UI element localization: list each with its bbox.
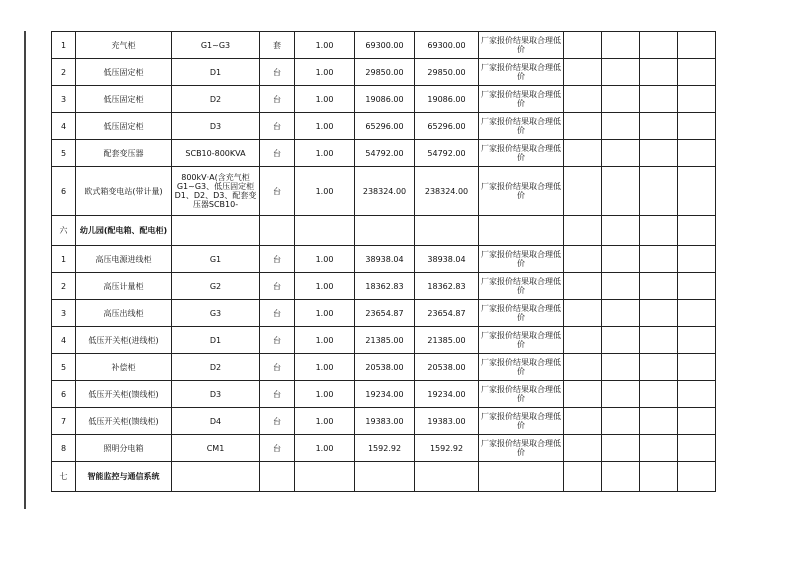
empty-cell [564, 300, 602, 327]
empty-cell [640, 327, 678, 354]
item-total: 38938.04 [415, 246, 479, 273]
empty-cell [295, 216, 355, 246]
item-total: 238324.00 [415, 167, 479, 216]
item-remark: 厂家报价结果取合理低价 [479, 408, 564, 435]
empty-cell [602, 216, 640, 246]
item-remark: 厂家报价结果取合理低价 [479, 86, 564, 113]
item-total: 19383.00 [415, 408, 479, 435]
item-total: 19086.00 [415, 86, 479, 113]
item-unit-price: 23654.87 [355, 300, 415, 327]
item-unit-price: 19086.00 [355, 86, 415, 113]
empty-cell [602, 327, 640, 354]
item-quantity: 1.00 [295, 300, 355, 327]
item-model: G1~G3 [172, 32, 260, 59]
section-title: 幼儿园(配电箱、配电柜) [76, 216, 172, 246]
item-quantity: 1.00 [295, 86, 355, 113]
item-remark: 厂家报价结果取合理低价 [479, 273, 564, 300]
empty-cell [564, 435, 602, 462]
empty-cell [564, 32, 602, 59]
item-unit-price: 65296.00 [355, 113, 415, 140]
section-row [52, 462, 716, 492]
item-model: G1 [172, 246, 260, 273]
empty-cell [564, 246, 602, 273]
item-name: 低压固定柜 [76, 86, 172, 113]
row-number: 5 [52, 140, 76, 167]
empty-cell [415, 462, 479, 492]
empty-cell [678, 300, 716, 327]
item-remark: 厂家报价结果取合理低价 [479, 435, 564, 462]
item-quantity: 1.00 [295, 354, 355, 381]
item-quantity: 1.00 [295, 435, 355, 462]
item-unit: 台 [260, 300, 295, 327]
empty-cell [640, 32, 678, 59]
item-total: 20538.00 [415, 354, 479, 381]
empty-cell [564, 113, 602, 140]
empty-cell [602, 300, 640, 327]
empty-cell [678, 327, 716, 354]
item-unit: 台 [260, 167, 295, 216]
table-row [52, 327, 716, 354]
empty-cell [678, 273, 716, 300]
item-unit: 台 [260, 113, 295, 140]
item-unit-price: 54792.00 [355, 140, 415, 167]
empty-cell [602, 167, 640, 216]
row-number: 2 [52, 273, 76, 300]
empty-cell [602, 273, 640, 300]
empty-cell [640, 86, 678, 113]
item-remark: 厂家报价结果取合理低价 [479, 327, 564, 354]
item-model: D3 [172, 381, 260, 408]
empty-cell [602, 381, 640, 408]
item-name: 充气柜 [76, 32, 172, 59]
table-row [52, 167, 716, 216]
table-row [52, 140, 716, 167]
empty-cell [602, 140, 640, 167]
row-number: 3 [52, 300, 76, 327]
empty-cell [602, 32, 640, 59]
empty-cell [678, 167, 716, 216]
item-unit-price: 19234.00 [355, 381, 415, 408]
item-unit: 台 [260, 381, 295, 408]
left-margin-line [24, 31, 26, 509]
section-row [52, 216, 716, 246]
empty-cell [602, 462, 640, 492]
item-name: 低压开关柜(进线柜) [76, 327, 172, 354]
empty-cell [564, 327, 602, 354]
empty-cell [295, 462, 355, 492]
item-remark: 厂家报价结果取合理低价 [479, 354, 564, 381]
item-unit-price: 29850.00 [355, 59, 415, 86]
table-row [52, 86, 716, 113]
item-quantity: 1.00 [295, 327, 355, 354]
table-row [52, 59, 716, 86]
empty-cell [678, 381, 716, 408]
item-quantity: 1.00 [295, 113, 355, 140]
empty-cell [602, 408, 640, 435]
item-remark: 厂家报价结果取合理低价 [479, 59, 564, 86]
empty-cell [564, 86, 602, 113]
item-unit: 台 [260, 246, 295, 273]
empty-cell [415, 216, 479, 246]
section-number: 七 [52, 462, 76, 492]
item-quantity: 1.00 [295, 408, 355, 435]
empty-cell [355, 216, 415, 246]
empty-cell [602, 113, 640, 140]
item-total: 29850.00 [415, 59, 479, 86]
empty-cell [678, 59, 716, 86]
item-remark: 厂家报价结果取合理低价 [479, 140, 564, 167]
item-unit: 台 [260, 354, 295, 381]
empty-cell [678, 462, 716, 492]
empty-cell [678, 113, 716, 140]
item-model: D3 [172, 113, 260, 140]
item-total: 18362.83 [415, 273, 479, 300]
row-number: 6 [52, 381, 76, 408]
empty-cell [640, 140, 678, 167]
item-name: 补偿柜 [76, 354, 172, 381]
item-model: D2 [172, 354, 260, 381]
empty-cell [640, 216, 678, 246]
section-number: 六 [52, 216, 76, 246]
item-unit: 台 [260, 273, 295, 300]
item-unit: 台 [260, 435, 295, 462]
item-remark: 厂家报价结果取合理低价 [479, 246, 564, 273]
item-unit-price: 21385.00 [355, 327, 415, 354]
item-name: 照明分电箱 [76, 435, 172, 462]
item-remark: 厂家报价结果取合理低价 [479, 113, 564, 140]
item-quantity: 1.00 [295, 273, 355, 300]
item-unit: 台 [260, 86, 295, 113]
empty-cell [260, 216, 295, 246]
item-unit: 台 [260, 408, 295, 435]
row-number: 1 [52, 246, 76, 273]
item-name: 高压计量柜 [76, 273, 172, 300]
empty-cell [355, 462, 415, 492]
row-number: 6 [52, 167, 76, 216]
empty-cell [564, 273, 602, 300]
item-unit-price: 18362.83 [355, 273, 415, 300]
empty-cell [640, 113, 678, 140]
empty-cell [678, 435, 716, 462]
item-unit-price: 19383.00 [355, 408, 415, 435]
item-quantity: 1.00 [295, 167, 355, 216]
empty-cell [564, 381, 602, 408]
empty-cell [640, 408, 678, 435]
item-quantity: 1.00 [295, 59, 355, 86]
table-row [52, 408, 716, 435]
item-quantity: 1.00 [295, 381, 355, 408]
item-model: D4 [172, 408, 260, 435]
item-unit-price: 1592.92 [355, 435, 415, 462]
item-name: 低压开关柜(馈线柜) [76, 381, 172, 408]
item-unit: 台 [260, 140, 295, 167]
empty-cell [640, 273, 678, 300]
item-model: SCB10-800KVA [172, 140, 260, 167]
empty-cell [640, 246, 678, 273]
item-unit-price: 238324.00 [355, 167, 415, 216]
empty-cell [678, 86, 716, 113]
item-model: D1 [172, 59, 260, 86]
empty-cell [602, 246, 640, 273]
empty-cell [479, 462, 564, 492]
empty-cell [678, 354, 716, 381]
item-name: 高压出线柜 [76, 300, 172, 327]
item-name: 欧式箱变电站(带计量) [76, 167, 172, 216]
item-name: 配套变压器 [76, 140, 172, 167]
empty-cell [640, 381, 678, 408]
empty-cell [564, 408, 602, 435]
item-name: 低压开关柜(馈线柜) [76, 408, 172, 435]
item-remark: 厂家报价结果取合理低价 [479, 300, 564, 327]
empty-cell [602, 59, 640, 86]
item-quantity: 1.00 [295, 32, 355, 59]
item-total: 1592.92 [415, 435, 479, 462]
empty-cell [602, 435, 640, 462]
item-model: G3 [172, 300, 260, 327]
item-total: 19234.00 [415, 381, 479, 408]
empty-cell [564, 59, 602, 86]
item-quantity: 1.00 [295, 140, 355, 167]
item-remark: 厂家报价结果取合理低价 [479, 32, 564, 59]
item-total: 23654.87 [415, 300, 479, 327]
item-model: D1 [172, 327, 260, 354]
empty-cell [260, 462, 295, 492]
item-remark: 厂家报价结果取合理低价 [479, 167, 564, 216]
item-name: 低压固定柜 [76, 59, 172, 86]
item-unit-price: 20538.00 [355, 354, 415, 381]
row-number: 4 [52, 113, 76, 140]
item-model: 800kV·A(含充气柜G1~G3、低压固定柜D1、D2、D3、配套变压器SCB10- [172, 167, 260, 216]
empty-cell [640, 354, 678, 381]
empty-cell [678, 246, 716, 273]
item-name: 高压电源进线柜 [76, 246, 172, 273]
empty-cell [640, 462, 678, 492]
item-unit: 台 [260, 59, 295, 86]
empty-cell [564, 167, 602, 216]
item-name: 低压固定柜 [76, 113, 172, 140]
empty-cell [602, 86, 640, 113]
empty-cell [678, 140, 716, 167]
empty-cell [678, 216, 716, 246]
table-row [52, 435, 716, 462]
empty-cell [172, 216, 260, 246]
item-unit-price: 38938.04 [355, 246, 415, 273]
empty-cell [602, 354, 640, 381]
row-number: 7 [52, 408, 76, 435]
item-unit: 台 [260, 327, 295, 354]
item-model: D2 [172, 86, 260, 113]
table-row [52, 354, 716, 381]
empty-cell [640, 435, 678, 462]
empty-cell [564, 354, 602, 381]
table-row [52, 113, 716, 140]
empty-cell [564, 140, 602, 167]
empty-cell [479, 216, 564, 246]
table-row [52, 246, 716, 273]
row-number: 3 [52, 86, 76, 113]
item-model: G2 [172, 273, 260, 300]
empty-cell [678, 32, 716, 59]
item-remark: 厂家报价结果取合理低价 [479, 381, 564, 408]
empty-cell [640, 167, 678, 216]
item-model: CM1 [172, 435, 260, 462]
item-total: 21385.00 [415, 327, 479, 354]
item-total: 54792.00 [415, 140, 479, 167]
empty-cell [564, 462, 602, 492]
empty-cell [640, 59, 678, 86]
table-row [52, 32, 716, 59]
empty-cell [678, 408, 716, 435]
item-quantity: 1.00 [295, 246, 355, 273]
empty-cell [564, 216, 602, 246]
empty-cell [640, 300, 678, 327]
row-number: 4 [52, 327, 76, 354]
row-number: 5 [52, 354, 76, 381]
item-total: 69300.00 [415, 32, 479, 59]
table-row [52, 273, 716, 300]
section-title: 智能监控与通信系统 [76, 462, 172, 492]
item-unit-price: 69300.00 [355, 32, 415, 59]
table-row [52, 300, 716, 327]
row-number: 8 [52, 435, 76, 462]
price-table [51, 31, 716, 492]
row-number: 1 [52, 32, 76, 59]
item-unit: 套 [260, 32, 295, 59]
empty-cell [172, 462, 260, 492]
item-total: 65296.00 [415, 113, 479, 140]
row-number: 2 [52, 59, 76, 86]
table-row [52, 381, 716, 408]
